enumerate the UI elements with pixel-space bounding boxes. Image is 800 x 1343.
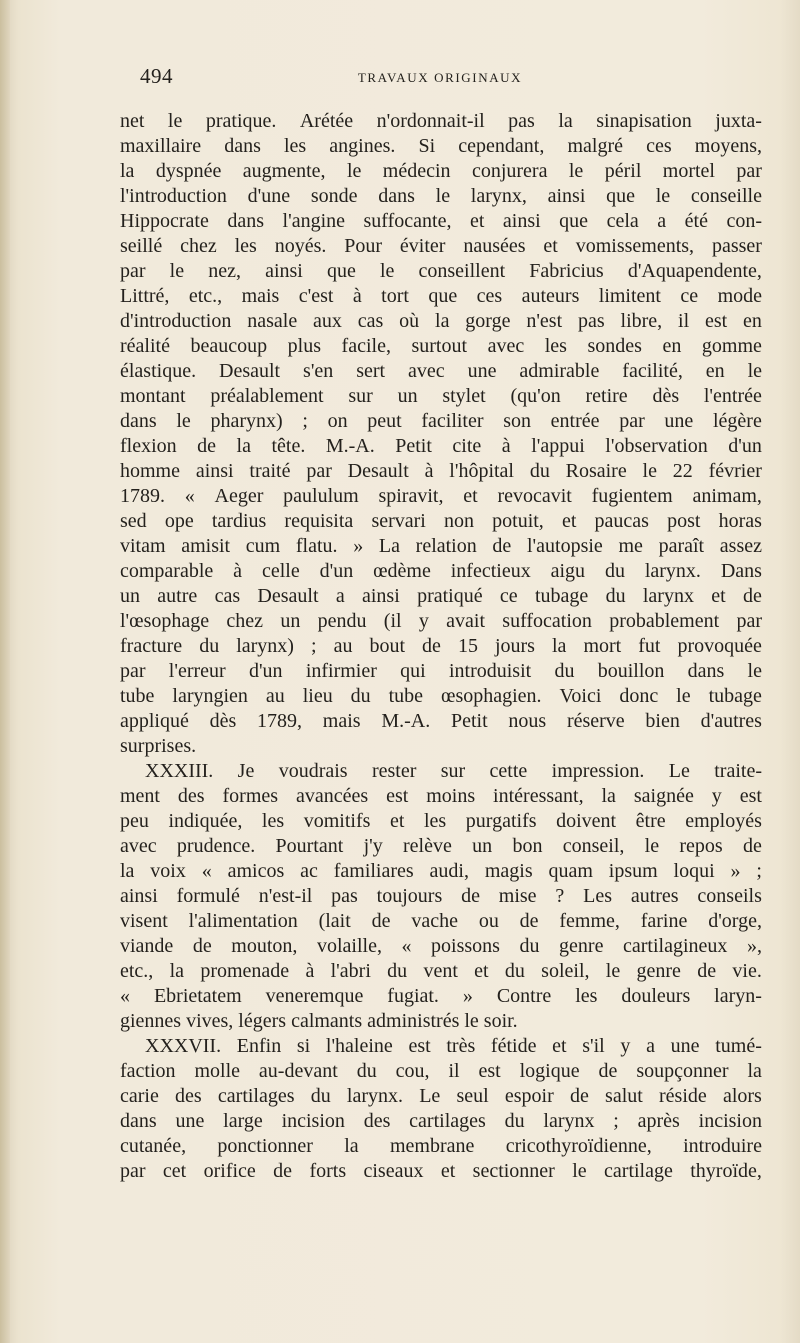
text-line: giennes vives, légers calmants administrés le soir. bbox=[120, 1010, 518, 1032]
text-line: flexion de la tête. M.-A. Petit cite à l'appui l'observation d'un bbox=[120, 435, 762, 457]
text-line: viande de mouton, volaille, « poissons du genre cartilagineux », bbox=[120, 935, 762, 957]
text-line: par le nez, ainsi que le conseillent Fabricius d'Aquapendente, bbox=[120, 260, 762, 282]
text-line: l'œsophage chez un pendu (il y avait suffocation probablement par bbox=[120, 610, 762, 632]
text-line: montant préalablement sur un stylet (qu'on retire dès l'entrée bbox=[120, 385, 762, 407]
text-line: d'introduction nasale aux cas où la gorge n'est pas libre, il est en bbox=[120, 310, 762, 332]
text-line: élastique. Desault s'en sert avec une admirable facilité, en le bbox=[120, 360, 762, 382]
text-line: carie des cartilages du larynx. Le seul espoir de salut réside alors bbox=[120, 1085, 762, 1107]
page-binding-edge bbox=[0, 0, 10, 1343]
text-line: la dyspnée augmente, le médecin conjurera le péril mortel par bbox=[120, 160, 762, 182]
text-line: Littré, etc., mais c'est à tort que ces auteurs limitent ce mode bbox=[120, 285, 762, 307]
text-line: Hippocrate dans l'angine suffocante, et ainsi que cela a été con- bbox=[120, 210, 762, 232]
text-line: etc., la promenade à l'abri du vent et du soleil, le genre de vie. bbox=[120, 960, 762, 982]
text-line: par l'erreur d'un infirmier qui introduisit du bouillon dans le bbox=[120, 660, 762, 682]
page-header bbox=[120, 62, 760, 92]
text-line: la voix « amicos ac familiares audi, magis quam ipsum loqui » ; bbox=[120, 860, 762, 882]
text-line: surprises. bbox=[120, 735, 197, 757]
running-head: TRAVAUX ORIGINAUX bbox=[357, 70, 523, 85]
text-line: avec prudence. Pourtant j'y relève un bon conseil, le repos de bbox=[120, 835, 762, 857]
text-line: homme ainsi traité par Desault à l'hôpital du Rosaire le 22 février bbox=[120, 460, 762, 482]
text-line: XXXVII. Enfin si l'haleine est très fétide et s'il y a une tumé- bbox=[145, 1035, 762, 1057]
text-line: net le pratique. Arétée n'ordonnait-il pas la sinapisation juxta- bbox=[120, 110, 762, 132]
body-text bbox=[120, 109, 762, 1184]
text-line: maxillaire dans les angines. Si cependant, malgré ces moyens, bbox=[120, 135, 762, 157]
text-line: dans une large incision des cartilages du larynx ; après incision bbox=[120, 1110, 762, 1132]
text-line: ainsi formulé n'est-il pas toujours de mise ? Les autres conseils bbox=[120, 885, 762, 907]
text-line: un autre cas Desault a ainsi pratiqué ce tubage du larynx et de bbox=[120, 585, 762, 607]
text-line: comparable à celle d'un œdème infectieux aigu du larynx. Dans bbox=[120, 560, 762, 582]
text-line: réalité beaucoup plus facile, surtout avec les sondes en gomme bbox=[120, 335, 762, 357]
text-line: sed ope tardius requisita servari non potuit, et paucas post horas bbox=[120, 510, 762, 532]
page-number: 494 bbox=[140, 64, 173, 88]
text-line: appliqué dès 1789, mais M.-A. Petit nous réserve bien d'autres bbox=[120, 710, 762, 732]
text-line: cutanée, ponctionner la membrane cricothyroïdienne, introduire bbox=[120, 1135, 762, 1157]
text-line: tube laryngien au lieu du tube œsophagien. Voici donc le tubage bbox=[120, 685, 762, 707]
text-line: par cet orifice de forts ciseaux et sectionner le cartilage thyroïde, bbox=[120, 1160, 762, 1182]
text-line: XXXIII. Je voudrais rester sur cette impression. Le traite- bbox=[145, 760, 762, 782]
text-line: « Ebrietatem veneremque fugiat. » Contre les douleurs laryn- bbox=[120, 985, 762, 1007]
text-line: vitam amisit cum flatu. » La relation de l'autopsie me paraît assez bbox=[120, 535, 762, 557]
text-line: 1789. « Aeger paululum spiravit, et revocavit fugientem animam, bbox=[120, 485, 762, 507]
text-line: dans le pharynx) ; on peut faciliter son entrée par une légère bbox=[120, 410, 762, 432]
text-line: seillé chez les noyés. Pour éviter nausées et vomissements, passer bbox=[120, 235, 762, 257]
text-line: peu indiquée, les vomitifs et les purgatifs doivent être employés bbox=[120, 810, 762, 832]
text-line: fracture du larynx) ; au bout de 15 jours la mort fut provoquée bbox=[120, 635, 762, 657]
text-line: l'introduction d'une sonde dans le larynx, ainsi que le conseille bbox=[120, 185, 762, 207]
text-line: visent l'alimentation (lait de vache ou de femme, farine d'orge, bbox=[120, 910, 762, 932]
text-line: ment des formes avancées est moins intéressant, la saignée y est bbox=[120, 785, 762, 807]
text-line: faction molle au-devant du cou, il est logique de soupçonner la bbox=[120, 1060, 762, 1082]
